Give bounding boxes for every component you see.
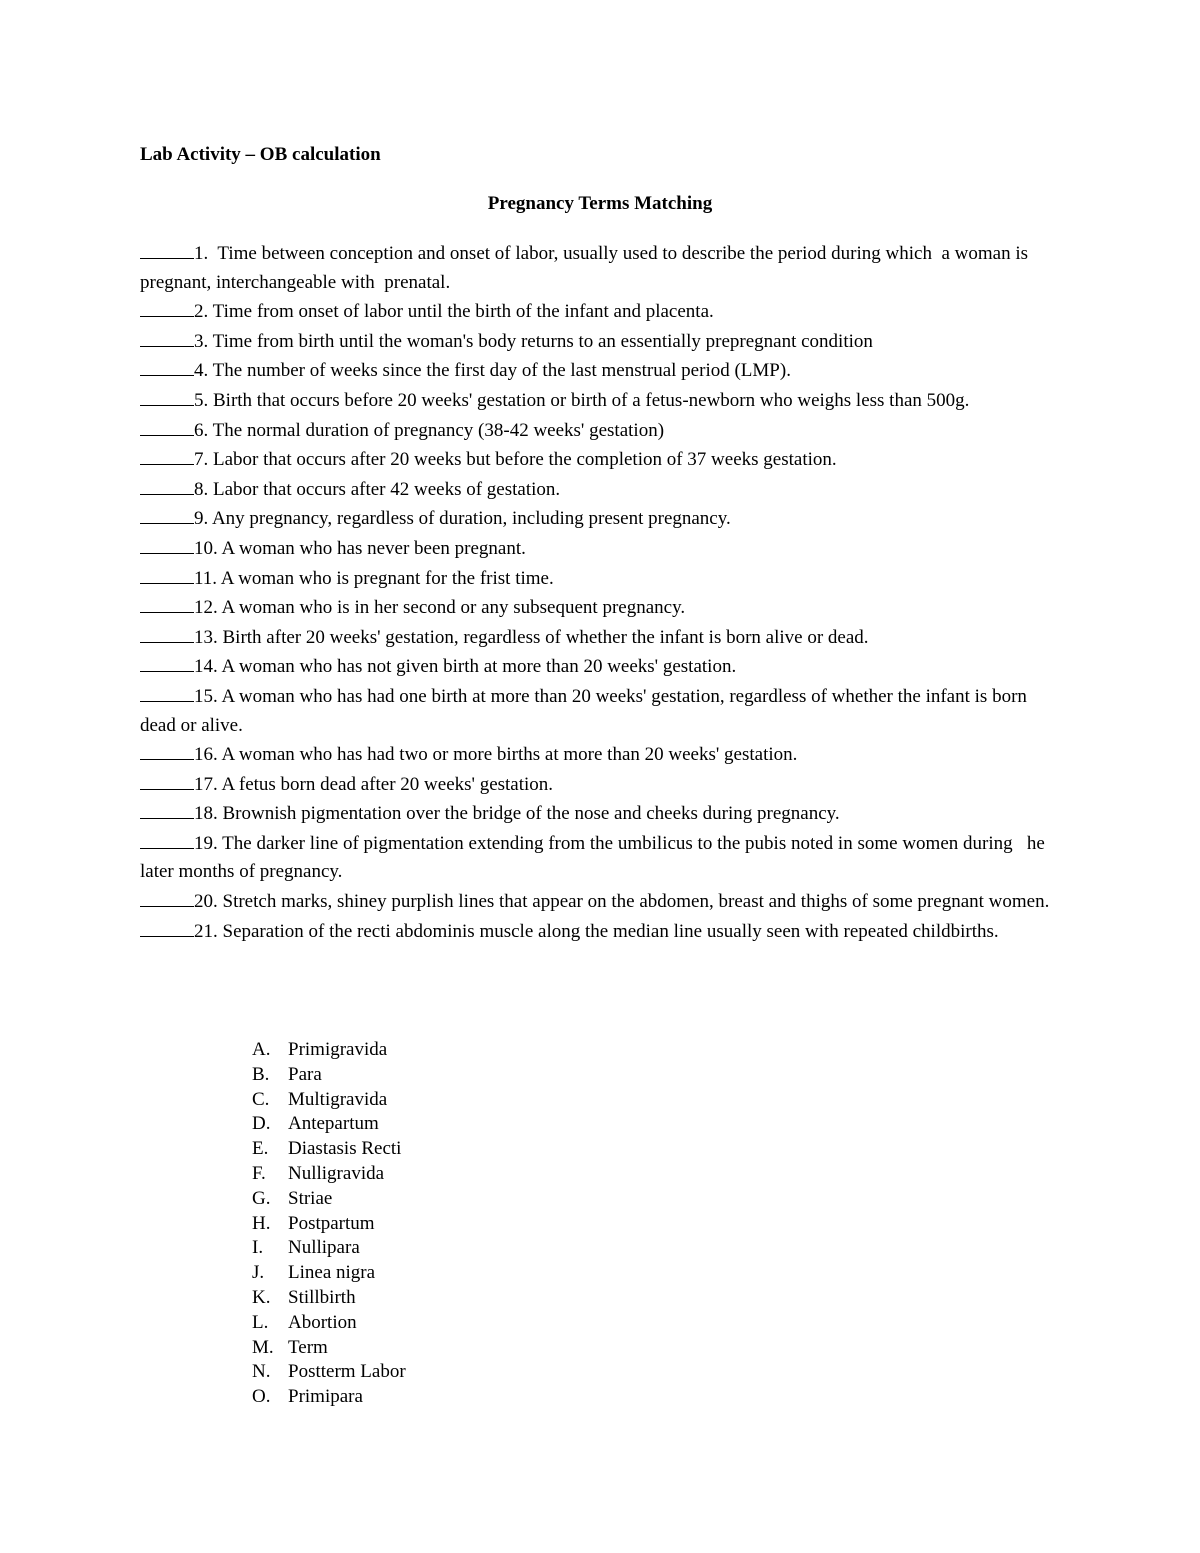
answer-letter: H. [252,1212,271,1234]
answer-letter: C. [252,1088,270,1110]
question-item [140,445,1065,475]
answer-letter: M. [252,1336,274,1358]
answer-option [252,1385,406,1410]
question-item [140,327,1065,357]
answer-letter: O. [252,1386,271,1408]
answer-option [252,1088,406,1113]
question-text: The darker line of pigmentation extending from the umbilicus to the pubis noted in some women during he later months of pregnancy. [140,832,1050,883]
question-item [140,504,1065,534]
answer-letter: A. [252,1039,271,1060]
answer-term: Postterm Labor [288,1361,406,1383]
question-text: Separation of the recti abdominis muscle along the median line usually seen with repeated childbirths. [217,920,999,942]
question-number: 6. [194,419,209,441]
question-text: Labor that occurs after 42 weeks of gestation. [208,478,561,500]
question-text: A woman who has not given birth at more than 20 weeks' gestation. [217,656,737,678]
question-text: A woman who is in her second or any subsequent pregnancy. [217,597,686,619]
answer-letter: B. [252,1063,270,1085]
answer-blank [140,623,194,643]
question-text: Birth that occurs before 20 weeks' gestation or birth of a fetus-newborn who weighs less than 500g. [208,389,970,411]
question-item [140,740,1065,770]
answer-blank [140,770,194,790]
answer-blank [140,917,194,937]
answer-blank [140,682,194,702]
answer-blank [140,475,194,495]
question-text: Time from onset of labor until the birth of the infant and placenta. [208,301,714,323]
answer-term: Nulligravida [288,1162,385,1184]
question-text: Any pregnancy, regardless of duration, including present pregnancy. [208,508,731,530]
question-number: 9. [194,508,209,530]
answer-letter: N. [252,1361,271,1383]
question-text: A fetus born dead after 20 weeks' gestation. [217,773,554,795]
question-item [140,297,1065,327]
question-number: 1. [194,243,209,264]
question-list [140,239,1065,946]
answer-term: Para [288,1063,322,1085]
question-number: 10. [194,537,218,559]
answer-blank [140,416,194,436]
answer-blank [140,652,194,672]
question-item [140,593,1065,623]
answer-blank [140,239,194,259]
answer-option [252,1038,406,1063]
question-text: A woman who has never been pregnant. [217,537,526,559]
answer-letter: K. [252,1286,271,1308]
answer-term: Term [288,1336,328,1358]
answer-term: Abortion [288,1311,357,1333]
answer-option [252,1137,406,1162]
question-text: Time between conception and onset of labor, usually used to describe the period during which a woman is pregnant, interchangeable with prenatal. [140,243,1033,293]
answer-blank [140,564,194,584]
section-title: Pregnancy Terms Matching [487,193,713,214]
question-number: 8. [194,478,209,500]
question-text: Stretch marks, shiney purplish lines that appear on the abdomen, breast and thighs of some pregnant women. [217,891,1050,913]
question-item [140,386,1065,416]
answer-blank [140,829,194,849]
question-number: 3. [194,330,209,352]
answer-blank [140,534,194,554]
answer-blank [140,887,194,907]
answer-option [252,1162,406,1187]
answer-blank [140,504,194,524]
answer-list [252,1038,406,1410]
answer-blank [140,356,194,376]
question-number: 19. [194,832,218,854]
question-item [140,917,1065,947]
question-number: 14. [194,656,218,678]
question-text: The number of weeks since the first day of the last menstrual period (LMP). [208,360,791,382]
question-number: 7. [194,449,209,471]
document-title: Lab Activity – OB calculation [140,144,381,165]
question-item [140,534,1065,564]
question-text: A woman who has had two or more births at more than 20 weeks' gestation. [217,744,798,766]
answer-letter: E. [252,1138,269,1160]
answer-blank [140,799,194,819]
question-text: Birth after 20 weeks' gestation, regardless of whether the infant is born alive or dead. [217,626,869,648]
answer-blank [140,297,194,317]
answer-term: Striae [288,1187,333,1209]
question-number: 11. [194,567,218,589]
answer-option [252,1286,406,1311]
answer-option [252,1336,406,1361]
question-item [140,652,1065,682]
answer-letter: I. [252,1237,264,1259]
question-item [140,682,1065,740]
question-item [140,239,1065,297]
question-number: 17. [194,773,218,795]
answer-term: Primipara [288,1386,363,1408]
question-number: 12. [194,597,218,619]
question-item [140,829,1065,887]
answer-blank [140,445,194,465]
answer-letter: G. [252,1187,271,1209]
answer-letter: J. [252,1262,265,1284]
question-text: The normal duration of pregnancy (38-42 weeks' gestation) [208,419,665,441]
question-item [140,887,1065,917]
answer-option [252,1112,406,1137]
answer-option [252,1063,406,1088]
question-item [140,799,1065,829]
answer-blank [140,593,194,613]
answer-term: Multigravida [288,1088,388,1110]
answer-option [252,1212,406,1237]
answer-term: Primigravida [288,1039,388,1060]
answer-blank [140,740,194,760]
question-text: Brownish pigmentation over the bridge of the nose and cheeks during pregnancy. [217,803,840,825]
answer-letter: F. [252,1162,266,1184]
question-number: 21. [194,920,218,942]
question-number: 20. [194,891,218,913]
question-text: Time from birth until the woman's body returns to an essentially prepregnant condition [208,330,873,352]
answer-term: Diastasis Recti [288,1138,402,1160]
question-item [140,623,1065,653]
question-text: A woman who is pregnant for the frist time. [217,567,554,589]
question-text: Labor that occurs after 20 weeks but before the completion of 37 weeks gestation. [208,449,837,471]
answer-term: Postpartum [288,1212,375,1234]
question-item [140,475,1065,505]
question-number: 13. [194,626,218,648]
question-number: 15. [194,685,218,707]
question-item [140,770,1065,800]
question-item [140,564,1065,594]
question-number: 16. [194,744,218,766]
answer-option [252,1360,406,1385]
answer-letter: L. [252,1311,269,1333]
answer-option [252,1261,406,1286]
answer-option [252,1187,406,1212]
answer-option [252,1236,406,1261]
question-number: 5. [194,389,209,411]
question-number: 2. [194,301,209,323]
question-text: A woman who has had one birth at more than 20 weeks' gestation, regardless of whether the infant is born dead or alive. [140,685,1032,736]
answer-option [252,1311,406,1336]
question-item [140,356,1065,386]
answer-term: Antepartum [288,1113,379,1135]
answer-term: Nullipara [288,1237,360,1259]
answer-term: Linea nigra [288,1262,376,1284]
answer-blank [140,327,194,347]
answer-letter: D. [252,1113,271,1135]
answer-term: Stillbirth [288,1286,356,1308]
answer-blank [140,386,194,406]
question-number: 18. [194,803,218,825]
question-number: 4. [194,360,209,382]
question-item [140,416,1065,446]
